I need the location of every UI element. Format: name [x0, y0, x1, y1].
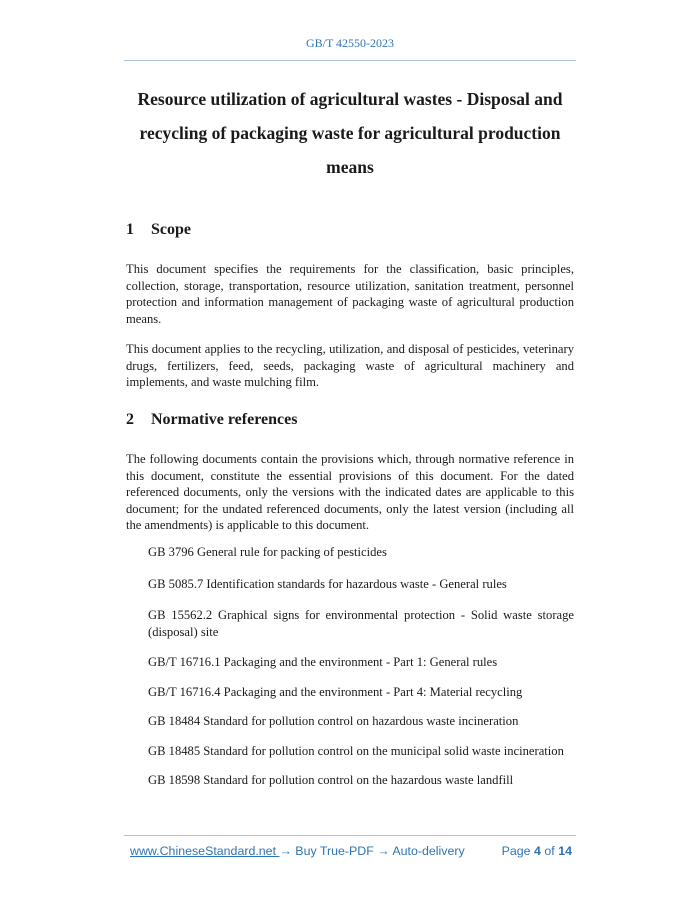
section-number: 2 — [126, 411, 134, 428]
header-divider — [124, 60, 576, 61]
title-line: recycling of packaging waste for agricultural production — [139, 123, 561, 143]
scope-paragraph-2: This document applies to the recycling, utilization, and disposal of pesticides, veterinary drugs, fertilizers, feed, seeds, packaging waste of agricultural machinery and implements, and waste mulching film. — [126, 342, 574, 390]
section-heading-normative-references — [126, 411, 297, 429]
normative-references-intro: The following documents contain the provisions which, through normative reference in this document, constitute the essential provisions of this document. For the dated referenced documents, only the versions with the indicated dates are applicable to this document; for the undated referenced documents, only the latest version (including all the amendments) is applicable to this document. — [126, 452, 574, 533]
page-current: 4 — [534, 844, 541, 858]
chinesestandard-link[interactable]: www.ChineseStandard.net — [130, 844, 280, 858]
section-title: Scope — [151, 221, 191, 238]
scope-paragraph-1: This document specifies the requirements for the classification, basic principles, collection, storage, transportation, resource utilization, sanitation treatment, personnel protection and information management of packaging waste of agricultural production means. — [126, 262, 574, 326]
reference-item: GB 18485 Standard for pollution control on the municipal solid waste incineration — [148, 744, 564, 758]
page-total: 14 — [558, 844, 572, 858]
page-label: Page — [501, 844, 531, 858]
document-id: GB/T 42550-2023 — [305, 36, 395, 50]
reference-item: GB 18484 Standard for pollution control on hazardous waste incineration — [148, 714, 519, 728]
reference-item: GB 3796 General rule for packing of pesticides — [148, 545, 387, 559]
title-line: Resource utilization of agricultural wastes - Disposal and — [137, 89, 563, 109]
reference-item: GB/T 16716.4 Packaging and the environment - Part 4: Material recycling — [148, 685, 523, 699]
footer-promo-text: → Buy True-PDF → Auto-delivery — [279, 844, 465, 858]
title-line: means — [326, 157, 374, 177]
reference-item: GB 18598 Standard for pollution control on the hazardous waste landfill — [148, 773, 514, 787]
section-number: 1 — [126, 221, 134, 238]
reference-item: GB 5085.7 Identification standards for hazardous waste - General rules — [148, 577, 507, 591]
footer-bar — [130, 844, 576, 858]
document-title — [124, 82, 576, 184]
reference-item: GB 15562.2 Graphical signs for environmental protection - Solid waste storage (disposal) site — [148, 608, 574, 639]
footer-divider — [124, 835, 576, 836]
reference-item: GB/T 16716.1 Packaging and the environment - Part 1: General rules — [148, 655, 498, 669]
page-indicator — [502, 844, 572, 858]
section-title: Normative references — [151, 411, 298, 428]
section-heading-scope — [126, 221, 191, 239]
page-of: of — [544, 844, 555, 858]
